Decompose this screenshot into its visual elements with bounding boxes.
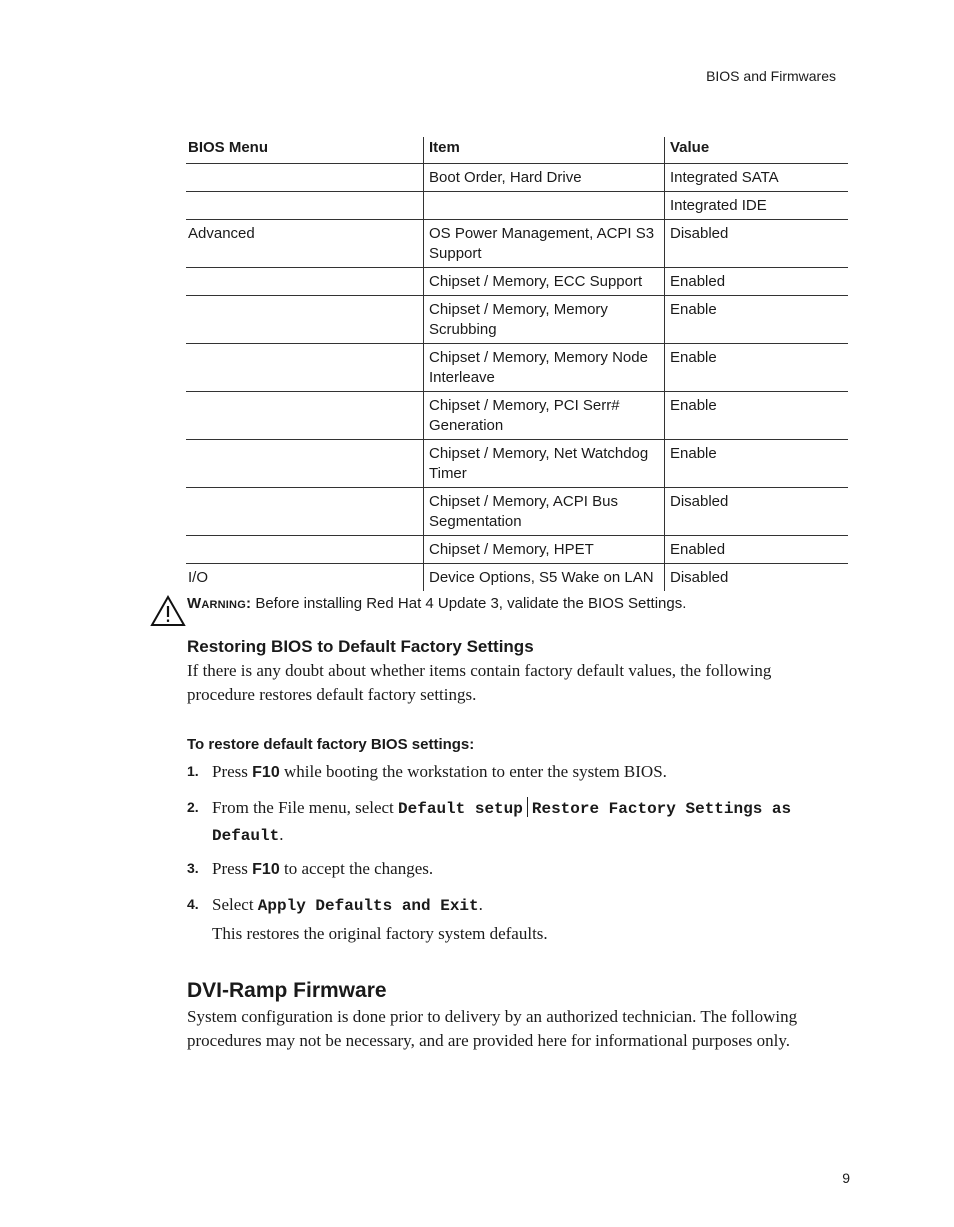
table-cell-item: Boot Order, Hard Drive bbox=[424, 164, 665, 192]
table-cell-value: Enabled bbox=[665, 268, 849, 296]
table-cell-value: Integrated SATA bbox=[665, 164, 849, 192]
table-cell-menu bbox=[186, 192, 424, 220]
table-cell-value: Enable bbox=[665, 440, 849, 488]
restore-intro-paragraph: If there is any doubt about whether items contain factory default values, the following procedure restores default factory settings. bbox=[187, 661, 772, 704]
table-cell-value: Disabled bbox=[665, 564, 849, 592]
table-row bbox=[186, 220, 848, 268]
table-row bbox=[186, 296, 848, 344]
table-cell-value: Enable bbox=[665, 344, 849, 392]
table-cell-menu bbox=[186, 536, 424, 564]
warning-text bbox=[187, 595, 686, 612]
table-cell-value: Disabled bbox=[665, 220, 849, 268]
key-name: F10 bbox=[252, 861, 280, 878]
table-cell-value: Integrated IDE bbox=[665, 192, 849, 220]
table-cell-item: Chipset / Memory, HPET bbox=[424, 536, 665, 564]
table-cell-menu bbox=[186, 344, 424, 392]
table-cell-item: OS Power Management, ACPI S3 Support bbox=[424, 220, 665, 268]
table-cell-value: Enable bbox=[665, 296, 849, 344]
step-number: 1. bbox=[187, 763, 199, 779]
menu-path-restore-factory: Restore Factory Settings as Default bbox=[212, 800, 792, 845]
table-row bbox=[186, 268, 848, 296]
table-cell-item: Chipset / Memory, Memory Node Interleave bbox=[424, 344, 665, 392]
table-cell-item bbox=[424, 192, 665, 220]
step-note-text: This restores the original factory system defaults. bbox=[212, 924, 548, 943]
running-header: BIOS and Firmwares bbox=[706, 68, 836, 84]
table-row bbox=[186, 392, 848, 440]
table-cell-menu bbox=[186, 296, 424, 344]
table-cell-item: Chipset / Memory, Net Watchdog Timer bbox=[424, 440, 665, 488]
warning-triangle-icon bbox=[150, 595, 186, 627]
page-number: 9 bbox=[842, 1170, 850, 1186]
menu-separator bbox=[527, 797, 528, 817]
table-row bbox=[186, 192, 848, 220]
step-number: 4. bbox=[187, 896, 199, 912]
key-name: F10 bbox=[252, 764, 280, 781]
table-row bbox=[186, 564, 848, 592]
bios-settings-table bbox=[186, 137, 848, 591]
table-row bbox=[186, 488, 848, 536]
column-header-item: Item bbox=[424, 137, 665, 164]
table-row bbox=[186, 344, 848, 392]
table-cell-value: Enabled bbox=[665, 536, 849, 564]
table-header-row bbox=[186, 137, 848, 164]
section-heading-dvi-ramp: DVI-Ramp Firmware bbox=[187, 979, 387, 1002]
table-cell-value: Enable bbox=[665, 392, 849, 440]
procedure-heading: To restore default factory BIOS settings: bbox=[187, 736, 475, 753]
table-cell-menu bbox=[186, 440, 424, 488]
table-cell-menu bbox=[186, 392, 424, 440]
step-text: Press F10 to accept the changes. bbox=[212, 859, 434, 878]
table-cell-menu bbox=[186, 268, 424, 296]
table-row bbox=[186, 440, 848, 488]
column-header-value: Value bbox=[665, 137, 849, 164]
table-cell-item: Chipset / Memory, ACPI Bus Segmentation bbox=[424, 488, 665, 536]
table-cell-menu bbox=[186, 488, 424, 536]
step-text: Select Apply Defaults and Exit. bbox=[212, 895, 483, 915]
step-number: 3. bbox=[187, 860, 199, 876]
table-cell-value: Disabled bbox=[665, 488, 849, 536]
table-cell-item: Chipset / Memory, PCI Serr# Generation bbox=[424, 392, 665, 440]
warning-message: Before installing Red Hat 4 Update 3, validate the BIOS Settings. bbox=[255, 595, 687, 612]
column-header-bios-menu: BIOS Menu bbox=[188, 139, 269, 156]
table-cell-item: Chipset / Memory, ECC Support bbox=[424, 268, 665, 296]
table-row bbox=[186, 536, 848, 564]
table-cell-menu: Advanced bbox=[188, 225, 255, 242]
table-cell-item: Device Options, S5 Wake on LAN bbox=[424, 564, 665, 592]
warning-label: Warning: bbox=[187, 595, 252, 612]
menu-option-apply-defaults: Apply Defaults and Exit bbox=[257, 897, 479, 915]
step-number: 2. bbox=[187, 799, 199, 815]
step-text: Press F10 while booting the workstation to enter the system BIOS. bbox=[212, 762, 667, 781]
step-text: From the File menu, select Default setup Restore Factory Settings as Default. bbox=[212, 798, 792, 845]
table-cell-menu bbox=[186, 164, 424, 192]
menu-path-default-setup: Default setup bbox=[398, 800, 523, 818]
table-cell-menu: I/O bbox=[188, 569, 209, 586]
section-heading-restoring-bios: Restoring BIOS to Default Factory Settings bbox=[187, 637, 534, 656]
dvi-body-paragraph: System configuration is done prior to delivery by an authorized technician. The following procedures may not be necessary, and are provided here for informational purposes only. bbox=[187, 1007, 798, 1050]
table-row bbox=[186, 164, 848, 192]
table-cell-item: Chipset / Memory, Memory Scrubbing bbox=[424, 296, 665, 344]
